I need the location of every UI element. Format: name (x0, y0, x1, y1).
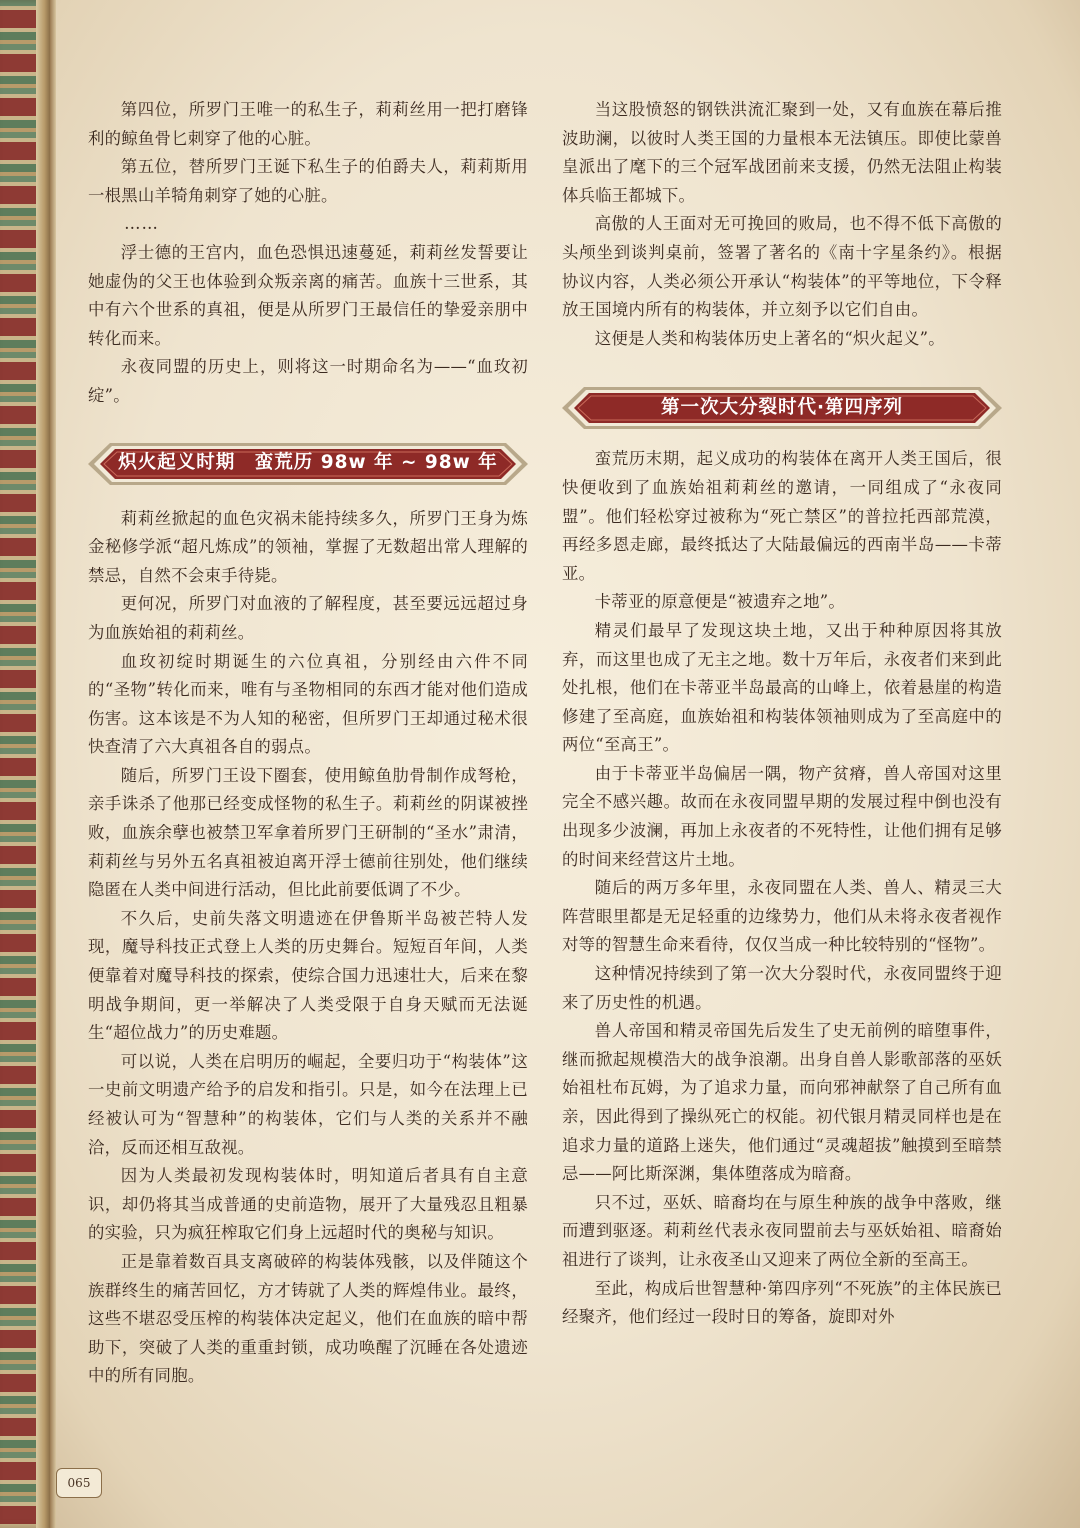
paragraph: 浮士德的王宫内，血色恐惧迅速蔓延，莉莉丝发誓要让她虚伪的父王也体验到众叛亲离的痛苦。血族十三世系，其中有六个世系的真祖，便是从所罗门王最信任的挚爱亲朋中转化而来。 (88, 242, 528, 348)
paragraph: 只不过，巫妖、暗裔均在与原生种族的战争中落败，继而遭到驱逐。莉莉丝代表永夜同盟前去与巫妖始祖、暗裔始祖进行了谈判，让永夜圣山又迎来了两位全新的至高王。 (562, 1192, 1002, 1269)
right-column (562, 96, 1002, 1332)
paragraph: 卡蒂亚的原意便是“被遗弃之地”。 (594, 592, 846, 612)
paragraph: 更何况，所罗门对血液的了解程度，甚至要远远超过身为血族始祖的莉莉丝。 (88, 594, 528, 642)
paragraph: 血玫初绽时期诞生的六位真祖，分别经由六件不同的“圣物”转化而来，唯有与圣物相同的东西才能对他们造成伤害。这本该是不为人知的秘密，但所罗门王却通过秘术很快查清了六大真祖各自的弱点。 (88, 651, 528, 757)
paragraph: 由于卡蒂亚半岛偏居一隅，物产贫瘠，兽人帝国对这里完全不感兴趣。故而在永夜同盟早期的发展过程中倒也没有出现多少波澜，再加上永夜者的不死特性，让他们拥有足够的时间来经营这片土地。 (562, 763, 1002, 869)
paragraph: 随后的两万多年里，永夜同盟在人类、兽人、精灵三大阵营眼里都是无足轻重的边缘势力，他们从未将永夜者视作对等的智慧生命来看待，仅仅当成一种比较特别的“怪物”。 (562, 878, 1002, 955)
paragraph: 高傲的人王面对无可挽回的败局，也不得不低下高傲的头颅坐到谈判桌前，签署了著名的《南十字星条约》。根据协议内容，人类必须公开承认“构装体”的平等地位，下令释放王国境内所有的构装体，并立刻予以它们自由。 (562, 214, 1002, 320)
section-banner-left (88, 441, 528, 487)
paragraph: 随后，所罗门王设下圈套，使用鲸鱼肋骨制作成弩枪，亲手诛杀了他那已经变成怪物的私生子。莉莉丝的阴谋被挫败，血族余孽也被禁卫军拿着所罗门王研制的“圣水”肃清，莉莉丝与另外五名真祖被迫离开浮士德前往别处，他们继续隐匿在人类中间进行活动，但比此前要低调了不少。 (88, 765, 528, 900)
left-column (88, 96, 528, 1391)
right-paragraphs-before (562, 96, 1002, 353)
right-paragraphs-after (562, 445, 1002, 1331)
paragraph: 莉莉丝掀起的血色灾祸未能持续多久，所罗门王身为炼金秘修学派“超凡炼成”的领袖，掌握了无数超出常人理解的禁忌，自然不会束手待毙。 (88, 508, 528, 585)
paragraph: 至此，构成后世智慧种·第四序列“不死族”的主体民族已经聚齐，他们经过一段时日的筹备，旋即对外 (562, 1278, 1002, 1327)
left-paragraphs-after (88, 505, 528, 1391)
paragraph: 因为人类最初发现构装体时，明知道后者具有自主意识，却仍将其当成普通的史前造物，展开了大量残忍且粗暴的实验，只为疯狂榨取它们身上远超时代的奥秘与知识。 (88, 1166, 528, 1243)
paragraph: 蛮荒历末期，起义成功的构装体在离开人类王国后，很快便收到了血族始祖莉莉丝的邀请，一同组成了“永夜同盟”。他们轻松穿过被称为“死亡禁区”的普拉托西部荒漠，再经多恩走廊，最终抵达了大陆最偏远的西南半岛——卡蒂亚。 (562, 449, 1002, 583)
paragraph: 可以说，人类在启明历的崛起，全要归功于“构装体”这一史前文明遗产给予的启发和指引。只是，如今在法理上已经被认可为“智慧种”的构装体，它们与人类的关系并不融洽，反而还相互敌视。 (88, 1051, 528, 1157)
paragraph: 第四位，所罗门王唯一的私生子，莉莉丝用一把打磨锋利的鲸鱼骨匕刺穿了他的心脏。 (88, 100, 528, 148)
section-banner-right (562, 385, 1002, 431)
left-paragraphs-before (88, 96, 528, 411)
paragraph: 不久后，史前失落文明遗迹在伊鲁斯半岛被芒特人发现，魔导科技正式登上人类的历史舞台。短短百年间，人类便靠着对魔导科技的探索，使综合国力迅速壮大，后来在黎明战争期间，更一举解决了人类受限于自身天赋而无法诞生“超位战力”的历史难题。 (88, 908, 528, 1043)
paragraph: 当这股愤怒的钢铁洪流汇聚到一处，又有血族在幕后推波助澜，以彼时人类王国的力量根本无法镇压。即使比蒙兽皇派出了麾下的三个冠军战团前来支援，仍然无法阻止构装体兵临王都城下。 (562, 100, 1002, 205)
section-title: 第一次大分裂时代·第四序列 (660, 397, 904, 419)
paragraph: 精灵们最早了发现这块土地，又出于种种原因将其放弃，而这里也成了无主之地。数十万年后，永夜者们来到此处扎根，他们在卡蒂亚半岛最高的山峰上，依着悬崖的构造修建了至高庭，血族始祖和构装体领袖则成为了至高庭中的两位“至高王”。 (562, 620, 1002, 755)
section-title: 炽火起义时期 蛮荒历 98w 年 ~ 98w 年 (118, 452, 498, 474)
binding-edge (36, 0, 50, 1528)
page-number: 065 (56, 1468, 102, 1498)
paragraph: 兽人帝国和精灵帝国先后发生了史无前例的暗堕事件，继而掀起规模浩大的战争浪潮。出身自兽人影歌部落的巫妖始祖杜布瓦姆，为了追求力量，而向邪神献祭了自己所有血亲，因此得到了操纵死亡的权能。初代银月精灵同样也是在追求力量的道路上迷失，他们通过“灵魂超拔”触摸到至暗禁忌——阿比斯深渊，集体堕落成为暗裔。 (562, 1021, 1002, 1184)
paragraph: 这种情况持续到了第一次大分裂时代，永夜同盟终于迎来了历史性的机遇。 (562, 964, 1002, 1012)
paragraph: 正是靠着数百具支离破碎的构装体残骸，以及伴随这个族群终生的痛苦回忆，方才铸就了人类的辉煌伟业。最终，这些不堪忍受压榨的构装体决定起义，他们在血族的暗中帮助下，突破了人类的重重封锁，成功唤醒了沉睡在各处遗迹中的所有同胞。 (88, 1251, 528, 1386)
paragraph: …… (124, 214, 159, 234)
page-border (50, 0, 56, 1528)
paragraph: 永夜同盟的历史上，则将这一时期命名为——“血玫初绽”。 (88, 357, 528, 405)
paragraph: 这便是人类和构装体历史上著名的“炽火起义”。 (594, 328, 945, 348)
paragraph: 第五位，替所罗门王诞下私生子的伯爵夫人，莉莉斯用一根黑山羊犄角刺穿了她的心脏。 (88, 157, 528, 205)
